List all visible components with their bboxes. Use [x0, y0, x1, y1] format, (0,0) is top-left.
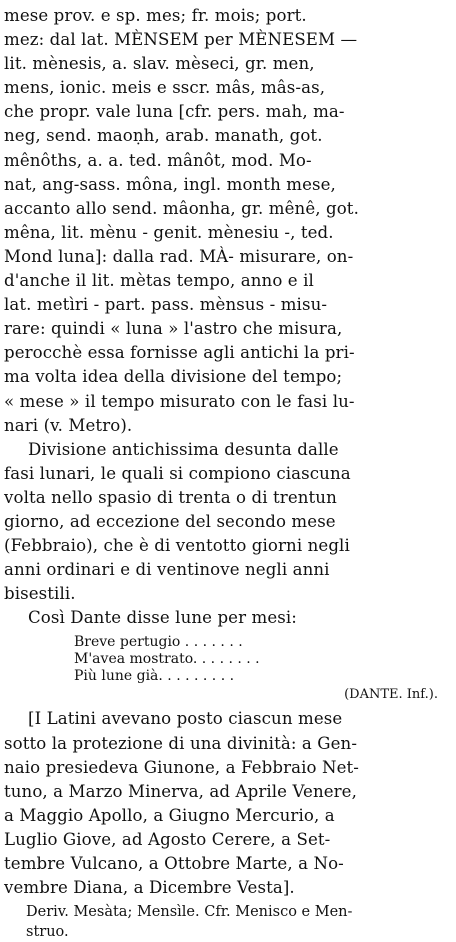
text-line: struo.: [26, 924, 69, 941]
derivation-note: [4, 902, 450, 942]
verse-line: M'avea mostrato. . . . . . . .: [74, 651, 260, 668]
text-line: mêna, lit. mènu - genit. mènesiu -, ted.: [4, 222, 334, 242]
text-line: tembre Vulcano, a Ottobre Marte, a No-: [4, 854, 344, 873]
verse-line: Più lune già. . . . . . . . .: [74, 668, 235, 685]
text-line: Deriv. Mesàta; Mensìle. Cfr. Menisco e Men-: [26, 904, 353, 921]
text-line: rare: quindi « luna » l'astro che misura,: [4, 319, 343, 339]
text-line: Mond luna]: dalla rad. MÀ- misurare, on-: [4, 246, 354, 266]
text-line: Così Dante disse lune per mesi:: [28, 608, 297, 628]
definition-paragraph: [4, 438, 450, 607]
verse-line: Breve pertugio . . . . . . .: [74, 634, 243, 651]
text-line: giorno, ad eccezione del secondo mese: [4, 511, 336, 531]
text-line: nat, ang-sass. môna, ingl. month mese,: [4, 174, 336, 194]
text-line: Luglio Giove, ad Agosto Cerere, a Set-: [4, 829, 331, 849]
text-line: sotto la protezione di una divinità: a Gen-: [4, 733, 358, 753]
text-line: lit. mènesis, a. slav. mèseci, gr. men,: [4, 54, 315, 74]
text-line: [I Latini avevano posto ciascun mese: [28, 709, 343, 729]
etymology-paragraph: [4, 4, 450, 438]
text-line: Divisione antichissima desunta dalle: [28, 439, 339, 459]
text-line: accanto allo send. mâonha, gr. mênê, got.: [4, 198, 359, 218]
text-line: mese prov. e sp. mes; fr. mois; port.: [4, 6, 307, 25]
text-line: « mese » il tempo misurato con le fasi lu-: [4, 391, 355, 411]
text-line: nari (v. Metro).: [4, 415, 133, 435]
text-line: volta nello spasio di trenta o di trentun: [4, 487, 337, 507]
text-line: lat. metìri - part. pass. mènsus - misu-: [4, 295, 328, 315]
text-line: mênôths, a. a. ted. mânôt, mod. Mo-: [4, 150, 312, 170]
text-line: neg, send. maoṇh, arab. manath, got.: [4, 126, 323, 146]
text-line: fasi lunari, le quali si compiono ciascuna: [4, 463, 351, 483]
text-line: che propr. vale luna [cfr. pers. mah, ma-: [4, 102, 345, 122]
text-line: mens, ionic. meis e sscr. mâs, mâs-as,: [4, 78, 326, 98]
dictionary-page: [4, 4, 450, 941]
verse-quote: [74, 634, 450, 685]
text-line: (Febbraio), che è di ventotto giorni negli: [4, 536, 350, 556]
citation: (DANTE. Inf.).: [344, 687, 438, 703]
text-line: tuno, a Marzo Minerva, ad Aprile Venere,: [4, 781, 357, 801]
text-line: d'anche il lit. mètas tempo, anno e il: [4, 271, 314, 291]
text-line: a Maggio Apollo, a Giugno Mercurio, a: [4, 805, 335, 825]
text-line: ma volta idea della divisione del tempo;: [4, 367, 343, 387]
text-line: vembre Diana, a Dicembre Vesta].: [4, 878, 295, 898]
latin-paragraph: [4, 707, 450, 900]
text-line: naio presiedeva Giunone, a Febbraio Net-: [4, 757, 359, 777]
text-line: mez: dal lat. MÈNSEM per MÈNESEM —: [4, 30, 358, 50]
text-line: perocchè essa fornisse agli antichi la pri-: [4, 343, 355, 363]
dante-intro: [4, 606, 450, 630]
text-line: anni ordinari e di ventinove negli anni: [4, 560, 330, 580]
text-line: bisestili.: [4, 584, 76, 604]
